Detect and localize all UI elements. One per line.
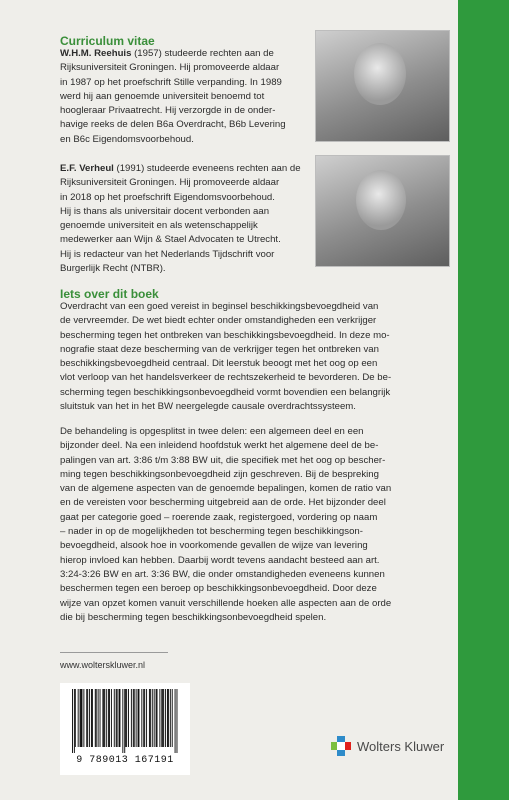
barcode-bar: [91, 689, 92, 747]
barcode-bar: [163, 689, 164, 747]
barcode-bar: [144, 689, 145, 747]
barcode-bar: [175, 689, 176, 753]
barcode-bar: [172, 689, 173, 747]
publisher-url[interactable]: www.wolterskluwer.nl: [60, 660, 146, 670]
barcode-bar: [100, 689, 101, 747]
barcode-bar: [134, 689, 135, 747]
barcode-bar: [92, 689, 93, 747]
barcode-bar: [95, 689, 96, 747]
barcode-bar: [159, 689, 160, 747]
barcode-bar: [109, 689, 110, 747]
barcode-bar: [161, 689, 162, 747]
barcode-bar: [125, 689, 126, 747]
barcode-bar: [98, 689, 99, 747]
barcode-bar: [131, 689, 132, 747]
barcode-bar: [133, 689, 134, 747]
barcode-bar: [75, 689, 76, 747]
barcode-bar: [89, 689, 90, 747]
barcode-bar: [126, 689, 127, 747]
barcode-bar: [106, 689, 107, 747]
barcode-bar: [167, 689, 168, 747]
barcode-bar: [128, 689, 129, 747]
about-heading: Iets over dit boek: [60, 287, 159, 301]
barcode-bar: [170, 689, 171, 747]
barcode-bar: [117, 689, 118, 747]
barcode-bar: [122, 689, 123, 753]
barcode-bar: [82, 689, 83, 747]
barcode-bar: [96, 689, 97, 747]
barcode-bar: [154, 689, 155, 747]
barcode-bar: [74, 689, 75, 753]
about-paragraph-2: De behandeling is opgesplitst in twee delen: een algemeen deel en een bijzonder deel. Na een inleidend hoofdstuk werkt het algemene deel de be- palingen van art. 3:86 t/m 3:88 BW uit, die specifiek met het oog op bescher- ming tegen beschikkingsonbevoegdheid zijn geschreven. Bij de bespreking van de algemene aspecten van de genoemde bepalingen, komen de ratio van en de vereisten voor bescherming uitgebreid aan de orde. Het bijzonder deel gaat per categorie goed – roerende zaak, registergoed, vordering op naam – nader in op de mogelijkheden tot bescherming tegen beschikkingson- bevoegdheid, alsook hoe in voorkomende gevallen de wijze van levering hierop invloed kan hebben. Daarbij wordt tevens aandacht besteed aan art. 3:24-3:26 BW en art. 3:36 BW, die onder omstandigheden eveneens kunnen beschermen tegen een beroep op beschikkingsonbevoegdheid. Door deze wijze van opzet komen vanuit verschillende hoeken alle aspecten aan de orde die bij bescherming tegen beschikkingsonbevoegdheid spelen.: [60, 426, 392, 623]
author2-bio: E.F. Verheul (1991) studeerde eveneens rechten aan de Rijksuniversiteit Groningen. Hij promoveerde aldaar in 2018 op het proefschrift Eigendomsvoorbehoud. Hij is thans als universitair docent verbonden aan genoemde universiteit en als wetenschappelijk medewerker aan Wijn & Stael Advocaten te Utrecht. Hij is redacteur van het Nederlands Tijdschrift voor Burgerlijk Recht (NTBR).: [60, 163, 301, 275]
barcode-bar: [157, 689, 158, 747]
barcode-bar: [146, 689, 147, 747]
green-spine-band: [458, 0, 509, 800]
author2-photo: [315, 155, 450, 267]
cv-heading: Curriculum vitae: [60, 34, 155, 48]
barcode-bar: [177, 689, 178, 753]
divider: [60, 652, 168, 653]
barcode-bar: [152, 689, 153, 747]
barcode-bar: [120, 689, 121, 747]
barcode-bar: [104, 689, 105, 747]
barcode-bar: [162, 689, 163, 747]
publisher-logo-text: Wolters Kluwer: [357, 738, 445, 754]
barcode-bar: [86, 689, 87, 747]
barcode-bar: [141, 689, 142, 747]
barcode-bar: [156, 689, 157, 747]
author1-bio: W.H.M. Reehuis (1957) studeerde rechten aan de Rijksuniversiteit Groningen. Hij promoveerde aldaar in 1987 op het proefschrift Stille verpanding. In 1989 werd hij aan genoemde universiteit benoemd tot hoogleraar Privaatrecht. Hij verzorgde in de onder- havige reeks de delen B6a Overdracht, B6b Levering en B6c Eigendomsvoorbehoud.: [60, 48, 286, 145]
barcode-bar: [136, 689, 137, 747]
barcode-bar: [138, 689, 139, 747]
barcode-bar: [149, 689, 150, 747]
barcode-bar: [124, 689, 125, 753]
barcode-bar: [103, 689, 104, 747]
barcode-bar: [87, 689, 88, 747]
barcode-bar: [72, 689, 73, 753]
barcode-bar: [119, 689, 120, 747]
barcode-bar: [165, 689, 166, 747]
barcode-bar: [143, 689, 144, 747]
author1-name: W.H.M. Reehuis: [60, 48, 132, 59]
about-paragraph-1: Overdracht van een goed vereist in beginsel beschikkingsbevoegdheid van de vervreemder. De wet biedt echter onder omstandigheden een verkrijger bescherming tegen het ontbreken van beschikkingsbevoegdheid. In deze mo- nografie staat deze bescherming van de verkrijger tegen het ontbreken van beschikkingsbevoegdheid centraal. Dit leerstuk beoogt met het oog op een vlot verloop van het handelsverkeer de rechtszekerheid te bevorderen. De be- scherming tegen beschikkingsonbevoegdheid vormt bovendien een belangrijk sluitstuk van het in het BW neergelegde causale overdrachtssysteem.: [60, 301, 392, 413]
barcode-bar: [168, 689, 169, 747]
barcode-bar: [108, 689, 109, 747]
barcode-bar: [150, 689, 151, 747]
barcode-bar: [139, 689, 140, 747]
barcode-bar: [83, 689, 84, 747]
barcode-bar: [102, 689, 103, 747]
barcode-bar: [81, 689, 82, 747]
wolters-kluwer-logo-icon: [330, 735, 352, 757]
barcode-bar: [114, 689, 115, 747]
publisher-logo: [330, 735, 444, 757]
barcode-number: 9 789013 167191: [76, 755, 174, 766]
isbn-barcode: [60, 683, 190, 775]
author2-name: E.F. Verheul: [60, 163, 114, 174]
barcode-bar: [80, 689, 81, 747]
barcode-bar: [116, 689, 117, 747]
author1-photo: [315, 30, 450, 142]
barcode-bar: [111, 689, 112, 747]
barcode-bar: [78, 689, 79, 747]
barcode-bars: [72, 689, 178, 753]
